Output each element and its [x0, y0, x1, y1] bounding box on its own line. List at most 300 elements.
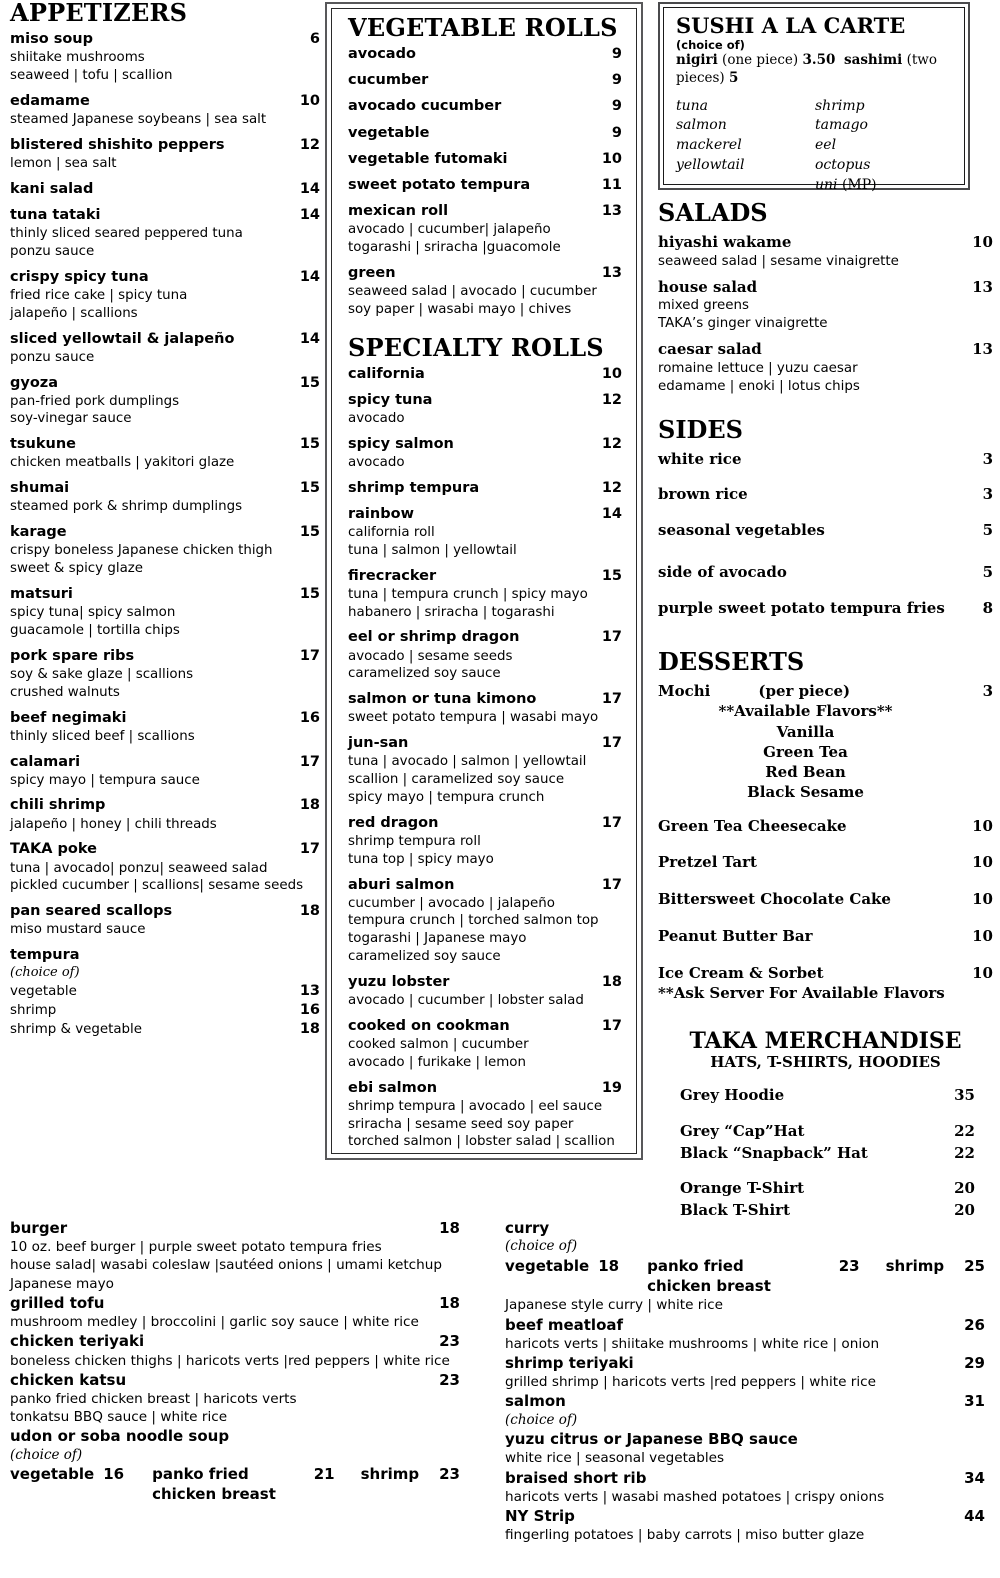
spacer [658, 583, 993, 599]
menu-item-description: ponzu sauce [10, 243, 95, 259]
menu-item-description: avocado | cucumber | lobster salad [348, 993, 584, 1009]
tempura-choice-label: (choice of) [10, 965, 80, 981]
menu-item-description: tuna | tempura crunch | spicy mayo [348, 586, 588, 602]
menu-item-price: 15 [601, 567, 622, 584]
menu-item [10, 902, 320, 946]
menu-item-row [348, 973, 622, 992]
menu-item-name: pan seared scallops [10, 903, 173, 920]
menu-item-name: spicy tuna [348, 391, 433, 408]
sushi-fish-left [676, 97, 815, 196]
menu-item-name: edamame [10, 92, 90, 109]
menu-item [348, 202, 622, 264]
menu-item-name: avocado [348, 46, 416, 63]
menu-item-name: kani salad [10, 180, 94, 197]
salmon-description: white rice | seasonal vegetables [505, 1450, 725, 1467]
mochi-row [658, 682, 993, 702]
menu-item-row [348, 435, 622, 454]
salmon-entree-row [505, 1391, 985, 1411]
entree-item-price: 26 [964, 1315, 985, 1334]
menu-item-row [10, 902, 320, 921]
spacer [348, 1151, 622, 1154]
menu-item-name: yuzu lobster [348, 973, 450, 990]
menu-item-description: avocado | sesame seeds [348, 648, 513, 664]
sushi-fish-columns [676, 97, 954, 196]
side-item [658, 563, 993, 599]
dessert-item-name: Bittersweet Chocolate Cake [658, 890, 891, 909]
spacer [10, 129, 320, 136]
menu-item-price: 17 [601, 814, 622, 831]
noodle-soup-option-name: vegetable [10, 1465, 95, 1484]
spacer [658, 396, 993, 403]
menu-item-description: tuna top | spicy mayo [348, 851, 494, 867]
menu-item-name: eel or shrimp dragon [348, 629, 520, 646]
menu-item-price: 6 [309, 31, 320, 48]
menu-item [10, 180, 320, 206]
menu-item [10, 30, 320, 92]
salmon-sauce-options: yuzu citrus or Japanese BBQ sauce [505, 1430, 798, 1449]
merchandise-name: Grey Hoodie [680, 1086, 785, 1105]
menu-item [348, 124, 622, 150]
entree-item-description: tonkatsu BBQ sauce | white rice [10, 1409, 228, 1426]
menu-item-row [348, 505, 622, 524]
menu-item-price: 15 [299, 436, 320, 453]
spacer [348, 472, 622, 479]
entree-item [10, 1331, 460, 1369]
menu-item-name: matsuri [10, 585, 73, 602]
menu-item-row [348, 97, 622, 116]
side-item-name: side of avocado [658, 562, 787, 581]
menu-item-name: house salad [658, 277, 758, 296]
sashimi-label: sashimi [843, 52, 903, 69]
menu-item-description: guacamole | tortilla chips [10, 622, 180, 638]
entree-item-row [10, 1370, 460, 1390]
nigiri-price: 3.50 [802, 52, 836, 69]
menu-item-price: 17 [601, 691, 622, 708]
spacer [10, 85, 320, 92]
merchandise-subtitle: HATS, T-SHIRTS, HOODIES [710, 1053, 941, 1072]
menu-item-description: soy & sake glaze | scallions [10, 666, 194, 682]
dessert-item-name: Green Tea Cheesecake [658, 816, 847, 835]
entree-item [10, 1293, 460, 1331]
spacer [10, 472, 320, 479]
menu-item [10, 796, 320, 840]
menu-item-description: crispy boneless Japanese chicken thigh [10, 543, 273, 559]
curry-block [505, 1218, 985, 1315]
entree-item-name: chicken teriyaki [10, 1332, 145, 1351]
side-item-name: white rice [658, 449, 742, 468]
spacer [348, 428, 622, 435]
spacer [658, 541, 993, 563]
menu-item [348, 391, 622, 435]
spacer [348, 1072, 622, 1079]
menu-item-price: 9 [611, 98, 622, 115]
menu-item-name: red dragon [348, 814, 439, 831]
menu-item-price: 10 [972, 233, 993, 251]
side-item-name: brown rice [658, 485, 748, 504]
entree-item-row [505, 1315, 985, 1335]
entree-item-name: beef meatloaf [505, 1315, 624, 1334]
menu-item-description: scallion | caramelized soy sauce [348, 772, 565, 788]
menu-item-price: 12 [601, 391, 622, 408]
menu-item-row [10, 479, 320, 498]
spacer [658, 333, 993, 340]
merchandise-name: Black T-Shirt [680, 1201, 791, 1220]
menu-item-name: sliced yellowtail & jalapeño [10, 330, 235, 347]
menu-item-description: mixed greens [658, 298, 749, 314]
side-item-price: 5 [982, 562, 993, 581]
spacer [348, 727, 622, 734]
noodle-soup-block [10, 1426, 460, 1504]
entrees-right-column [505, 1218, 985, 1545]
spacer [348, 560, 622, 567]
tempura-option [10, 1001, 320, 1020]
menu-item-price: 13 [601, 202, 622, 219]
dessert-item [658, 853, 993, 890]
sushi-fish-item: yellowtail [676, 157, 745, 174]
menu-item-price: 15 [299, 480, 320, 497]
menu-item-description: pickled cucumber | scallions| sesame seeds [10, 878, 304, 894]
menu-item-row [348, 734, 622, 753]
menu-item-description: sweet & spicy glaze [10, 561, 144, 577]
menu-item [10, 268, 320, 330]
noodle-soup-option-price: 21 [313, 1465, 335, 1484]
menu-item [658, 233, 993, 278]
tempura-option [10, 1020, 320, 1039]
salads-list [658, 233, 993, 403]
menu-item-row [348, 690, 622, 709]
sushi-fish-item-uni [815, 176, 954, 196]
spacer [10, 367, 320, 374]
menu-item-row [10, 753, 320, 772]
menu-item-row [10, 268, 320, 287]
curry-description: Japanese style curry | white rice [505, 1297, 723, 1314]
desserts-block [658, 682, 993, 1004]
side-item [658, 521, 993, 563]
side-item [658, 450, 993, 486]
spacer [10, 516, 320, 523]
spacer [348, 384, 622, 391]
spacer [348, 869, 622, 876]
menu-item-row [10, 374, 320, 393]
salmon-entree-block [505, 1391, 985, 1467]
side-item-price: 3 [982, 485, 993, 504]
menu-item-row [348, 479, 622, 498]
salmon-entree-price: 31 [964, 1392, 985, 1411]
menu-item-description: seaweed | tofu | scallion [10, 68, 173, 84]
menu-item-row [10, 585, 320, 604]
sushi-a-la-carte-title: SUSHI A LA CARTE [676, 13, 906, 38]
spacer [658, 910, 993, 927]
menu-item-row [348, 124, 622, 143]
menu-item-row [658, 233, 993, 253]
dessert-item [658, 927, 993, 964]
entree-item [10, 1370, 460, 1427]
menu-item [348, 505, 622, 567]
menu-item-name: spicy salmon [348, 435, 454, 452]
merchandise-row [658, 1085, 993, 1107]
menu-item-price: 12 [299, 136, 320, 153]
spacer [10, 789, 320, 796]
entree-item [10, 1218, 460, 1293]
spacer [658, 619, 993, 635]
menu-item [348, 734, 622, 814]
vegetable-rolls-heading: VEGETABLE ROLLS [348, 13, 618, 42]
menu-item-description: cucumber | avocado | jalapeño [348, 895, 555, 911]
menu-item-name: green [348, 264, 396, 281]
spacer [348, 257, 622, 264]
menu-item-name: calamari [10, 753, 81, 770]
menu-item-price: 15 [299, 524, 320, 541]
menu-item-description: shrimp tempura roll [348, 833, 481, 849]
merchandise-price: 35 [954, 1086, 975, 1105]
menu-item-price: 15 [299, 585, 320, 602]
merchandise-price: 20 [954, 1179, 975, 1198]
spacer [658, 271, 993, 278]
curry-option-price: 23 [838, 1256, 860, 1275]
specialty-rolls-list [348, 365, 622, 1154]
menu-item-description: crushed walnuts [10, 684, 120, 700]
spacer [658, 836, 993, 853]
entree-item-description: fingerling potatoes | baby carrots | miso butter glaze [505, 1527, 865, 1544]
entree-item-description: panko fried chicken breast | haricots verts [10, 1391, 297, 1408]
menu-item [348, 264, 622, 326]
menu-item-price: 14 [601, 505, 622, 522]
menu-item-description: shrimp tempura | avocado | eel sauce [348, 1098, 603, 1114]
menu-item [348, 876, 622, 973]
curry-option-name: panko fried chicken breast [647, 1256, 771, 1296]
sushi-a-la-carte-inner [663, 7, 965, 194]
menu-item-description: thinly sliced seared peppered tuna [10, 226, 243, 242]
menu-item [348, 71, 622, 97]
menu-item-row [10, 30, 320, 49]
menu-item-row [10, 796, 320, 815]
curry-option-price: 25 [964, 1256, 985, 1275]
menu-item-description: togarashi | sriracha |guacomole [348, 239, 561, 255]
menu-item-name: hiyashi wakame [658, 233, 792, 251]
rolls-box-inner [331, 8, 637, 1154]
ice-cream-row [658, 964, 993, 984]
entree-item [505, 1315, 985, 1353]
mochi-flavor: Green Tea [763, 742, 848, 761]
menu-item-name: caesar salad [658, 340, 762, 359]
menu-item [348, 97, 622, 123]
menu-item-description: TAKA’s ginger vinaigrette [658, 316, 828, 332]
mochi-flavor: Black Sesame [747, 783, 864, 802]
menu-item-description: avocado | cucumber| jalapeño [348, 222, 551, 238]
spacer [348, 1010, 622, 1017]
sides-list [658, 450, 993, 635]
dessert-item-row [658, 817, 993, 837]
menu-item-description: miso mustard sauce [10, 922, 146, 938]
menu-item-name: shrimp tempura [348, 479, 480, 496]
side-item-row [658, 521, 993, 541]
menu-item-row [348, 1017, 622, 1036]
tempura-option-price: 16 [299, 1002, 320, 1019]
menu-item-row [658, 278, 993, 298]
entree-item-name: chicken katsu [10, 1370, 127, 1389]
spacer [348, 64, 622, 71]
spacer [348, 621, 622, 628]
merchandise-title: TAKA MERCHANDISE [689, 1028, 962, 1055]
side-item-price: 5 [982, 521, 993, 540]
spacer [658, 1107, 993, 1121]
mochi-flavor: Vanilla [776, 722, 835, 741]
menu-item-description: tuna | avocado | salmon | yellowtail [348, 754, 587, 770]
spacer [658, 947, 993, 964]
entree-item-price: 23 [439, 1332, 460, 1351]
curry-choice-label: (choice of) [505, 1238, 578, 1255]
menu-item [348, 1017, 622, 1079]
side-item-row [658, 599, 993, 619]
sashimi-note: (two pieces) [676, 52, 937, 87]
menu-item-price: 14 [299, 268, 320, 285]
dessert-item-price: 10 [972, 853, 993, 872]
curry-options [505, 1256, 985, 1297]
mochi-flavor: Red Bean [765, 763, 846, 782]
tempura-block [10, 946, 320, 1039]
spacer [10, 173, 320, 180]
menu-item-description: seaweed salad | sesame vinaigrette [658, 253, 899, 269]
uni-name: uni [815, 177, 838, 194]
tempura-option-name: shrimp [10, 1003, 57, 1019]
menu-item-row [348, 150, 622, 169]
side-item [658, 599, 993, 635]
menu-item-price: 10 [601, 150, 622, 167]
right-column [658, 198, 993, 1222]
entree-item-name: NY Strip [505, 1507, 575, 1526]
spacer [658, 505, 993, 521]
side-item [658, 485, 993, 521]
menu-item-name: gyoza [10, 374, 59, 391]
menu-item-row [348, 202, 622, 221]
side-item-row [658, 563, 993, 583]
dessert-item-row [658, 890, 993, 910]
menu-item-row [10, 523, 320, 542]
appetizers-heading: APPETIZERS [10, 0, 188, 27]
tempura-option-price: 18 [299, 1021, 320, 1038]
noodle-soup-option-price: 16 [103, 1465, 125, 1484]
menu-item [348, 690, 622, 734]
tempura-option-name: shrimp & vegetable [10, 1022, 143, 1038]
entrees-left-list [10, 1218, 460, 1426]
specialty-rolls-heading: SPECIALTY ROLLS [348, 332, 604, 362]
menu-item-price: 15 [299, 374, 320, 391]
menu-item-description: avocado [348, 454, 405, 470]
menu-item-description: habanero | sriracha | togarashi [348, 604, 555, 620]
dessert-item [658, 817, 993, 854]
menu-item-name: tsukune [10, 436, 77, 453]
menu-item-row [10, 206, 320, 225]
side-item-name: seasonal vegetables [658, 521, 825, 540]
menu-item-row [348, 628, 622, 647]
menu-item-price: 17 [299, 841, 320, 858]
menu-item-name: rainbow [348, 505, 414, 522]
menu-item-row [10, 709, 320, 728]
menu-item-price: 10 [299, 92, 320, 109]
menu-item-row [348, 391, 622, 410]
curry-option-name: shrimp [885, 1256, 945, 1275]
menu-item-price: 9 [611, 72, 622, 89]
mochi-name: Mochi [658, 681, 711, 700]
menu-item-row [348, 1079, 622, 1098]
menu-item-description: pan-fried pork dumplings [10, 393, 180, 409]
entree-item-description: Japanese mayo [10, 1275, 114, 1292]
merchandise-row [658, 1121, 993, 1143]
menu-item [348, 628, 622, 690]
menu-item-description: spicy mayo | tempura sauce [10, 772, 200, 788]
mochi-per-piece: (per piece) [758, 681, 851, 700]
dessert-item-price: 10 [972, 816, 993, 835]
ice-cream-item [658, 964, 993, 1003]
spacer [10, 895, 320, 902]
menu-item-row [348, 814, 622, 833]
appetizers-column [10, 0, 320, 1040]
menu-item-price: 19 [601, 1079, 622, 1096]
spacer [348, 498, 622, 505]
side-item-row [658, 485, 993, 505]
menu-item-name: crispy spicy tuna [10, 268, 149, 285]
sashimi-price: 5 [729, 70, 739, 87]
ice-cream-price: 10 [972, 963, 993, 982]
menu-item-row [10, 647, 320, 666]
spacer [348, 143, 622, 150]
curry-option-name: vegetable [505, 1256, 590, 1275]
dessert-item [658, 890, 993, 927]
tempura-option [10, 982, 320, 1001]
menu-item [10, 435, 320, 479]
menu-item-price: 18 [299, 797, 320, 814]
menu-item-row [348, 567, 622, 586]
menu-item [348, 973, 622, 1017]
menu-item [10, 206, 320, 268]
menu-item-price: 9 [611, 124, 622, 141]
nigiri-label: nigiri [676, 52, 718, 69]
entree-item-description: 10 oz. beef burger | purple sweet potato tempura fries [10, 1239, 382, 1256]
menu-item-price: 17 [601, 1017, 622, 1034]
merchandise-price: 22 [954, 1121, 975, 1140]
entree-item-row [10, 1331, 460, 1351]
menu-item [348, 45, 622, 71]
sushi-choice-label: (choice of) [676, 38, 745, 53]
tempura-option-price: 13 [299, 983, 320, 1000]
sushi-fish-item: shrimp [815, 97, 865, 114]
menu-item-description: togarashi | Japanese mayo [348, 931, 527, 947]
menu-item-description: spicy mayo | tempura crunch [348, 789, 545, 805]
spacer [10, 833, 320, 840]
menu-item-price: 17 [601, 735, 622, 752]
menu-item-price: 17 [601, 629, 622, 646]
sushi-price-line [676, 52, 954, 87]
sushi-a-la-carte-box [658, 2, 970, 194]
menu-item-price: 18 [601, 973, 622, 990]
menu-item-description: seaweed salad | avocado | cucumber [348, 283, 597, 299]
salads-heading: SALADS [658, 198, 768, 227]
entrees-right-list [505, 1315, 985, 1392]
rolls-box [325, 2, 643, 1160]
menu-item [10, 753, 320, 797]
menu-item-description: sriracha | sesame seed soy paper [348, 1116, 574, 1132]
merchandise-row [658, 1178, 993, 1200]
sushi-fish-item: tamago [815, 117, 868, 134]
spacer [10, 746, 320, 753]
menu-item-name: vegetable [348, 124, 430, 141]
menu-item-price: 13 [972, 340, 993, 359]
merchandise-price: 22 [954, 1143, 975, 1162]
noodle-soup-choice-label: (choice of) [10, 1446, 83, 1463]
menu-item-description: thinly sliced beef | scallions [10, 728, 195, 744]
menu-item-description: california roll [348, 524, 435, 540]
menu-item-row [348, 876, 622, 895]
